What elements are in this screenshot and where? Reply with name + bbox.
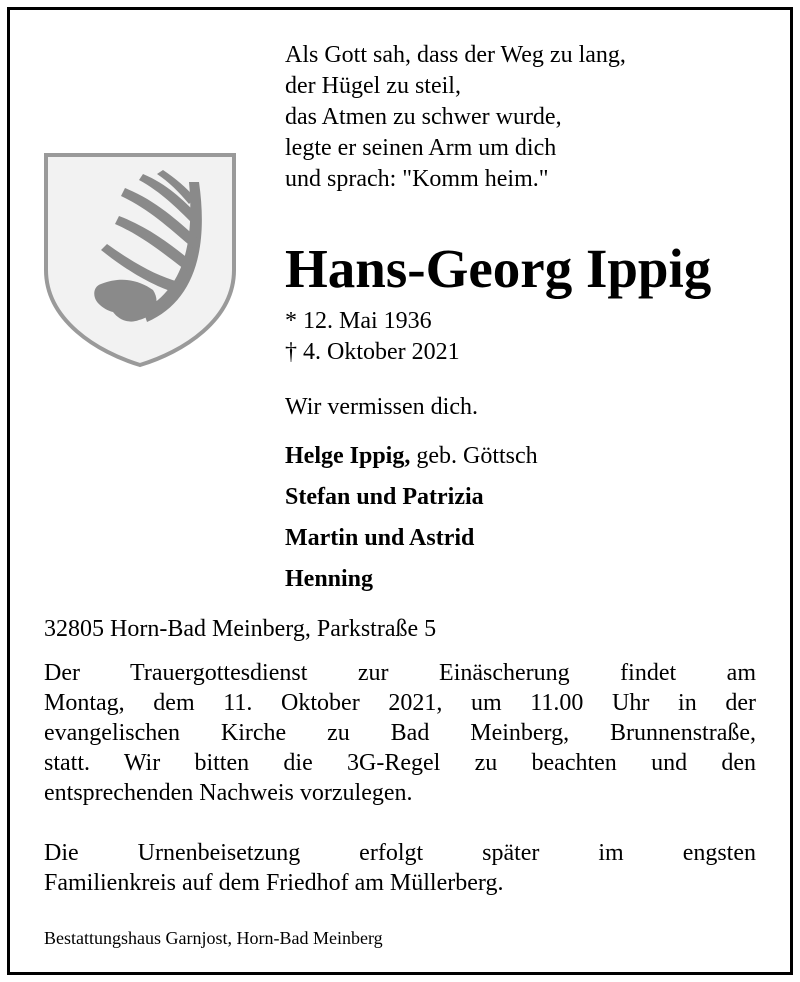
urn-paragraph <box>44 838 756 898</box>
death-date: † 4. Oktober 2021 <box>285 339 460 365</box>
address: 32805 Horn-Bad Meinberg, Parkstraße 5 <box>44 616 437 642</box>
family-member: Stefan und Patrizia <box>285 484 484 510</box>
miss-text: Wir vermissen dich. <box>285 394 478 420</box>
family-member: Martin und Astrid <box>285 525 475 551</box>
poem-line: Als Gott sah, dass der Weg zu lang, <box>285 42 626 68</box>
spouse-name: Helge Ippig, <box>285 443 411 469</box>
poem <box>285 40 626 195</box>
service-line: Der Trauergottesdienst zur Einäscherung findet am <box>44 660 756 686</box>
coat-of-arms-icon <box>43 152 237 368</box>
life-dates <box>285 306 460 368</box>
service-line: statt. Wir bitten die 3G-Regel zu beachten und den <box>44 750 756 776</box>
poem-line: und sprach: "Komm heim." <box>285 166 549 192</box>
poem-line: der Hügel zu steil, <box>285 73 461 99</box>
urn-line: Familienkreis auf dem Friedhof am Müllerberg. <box>44 870 504 896</box>
poem-line: legte er seinen Arm um dich <box>285 135 557 161</box>
family-list <box>285 436 538 600</box>
service-line: entsprechenden Nachweis vorzulegen. <box>44 780 413 806</box>
urn-line: Die Urnenbeisetzung erfolgt später im engsten <box>44 840 756 866</box>
deceased-name: Hans-Georg Ippig <box>285 238 712 299</box>
family-member: Henning <box>285 566 374 592</box>
birth-date: * 12. Mai 1936 <box>285 308 432 334</box>
service-line: evangelischen Kirche zu Bad Meinberg, Brunnenstraße, <box>44 720 756 746</box>
service-line: Montag, dem 11. Oktober 2021, um 11.00 Uhr in der <box>44 690 756 716</box>
shield-outline <box>46 155 234 365</box>
funeral-home: Bestattungshaus Garnjost, Horn-Bad Meinberg <box>44 928 383 948</box>
service-paragraph <box>44 658 756 808</box>
poem-line: das Atmen zu schwer wurde, <box>285 104 562 130</box>
family-spouse <box>285 436 538 477</box>
spouse-maiden-name: geb. Göttsch <box>410 443 538 469</box>
